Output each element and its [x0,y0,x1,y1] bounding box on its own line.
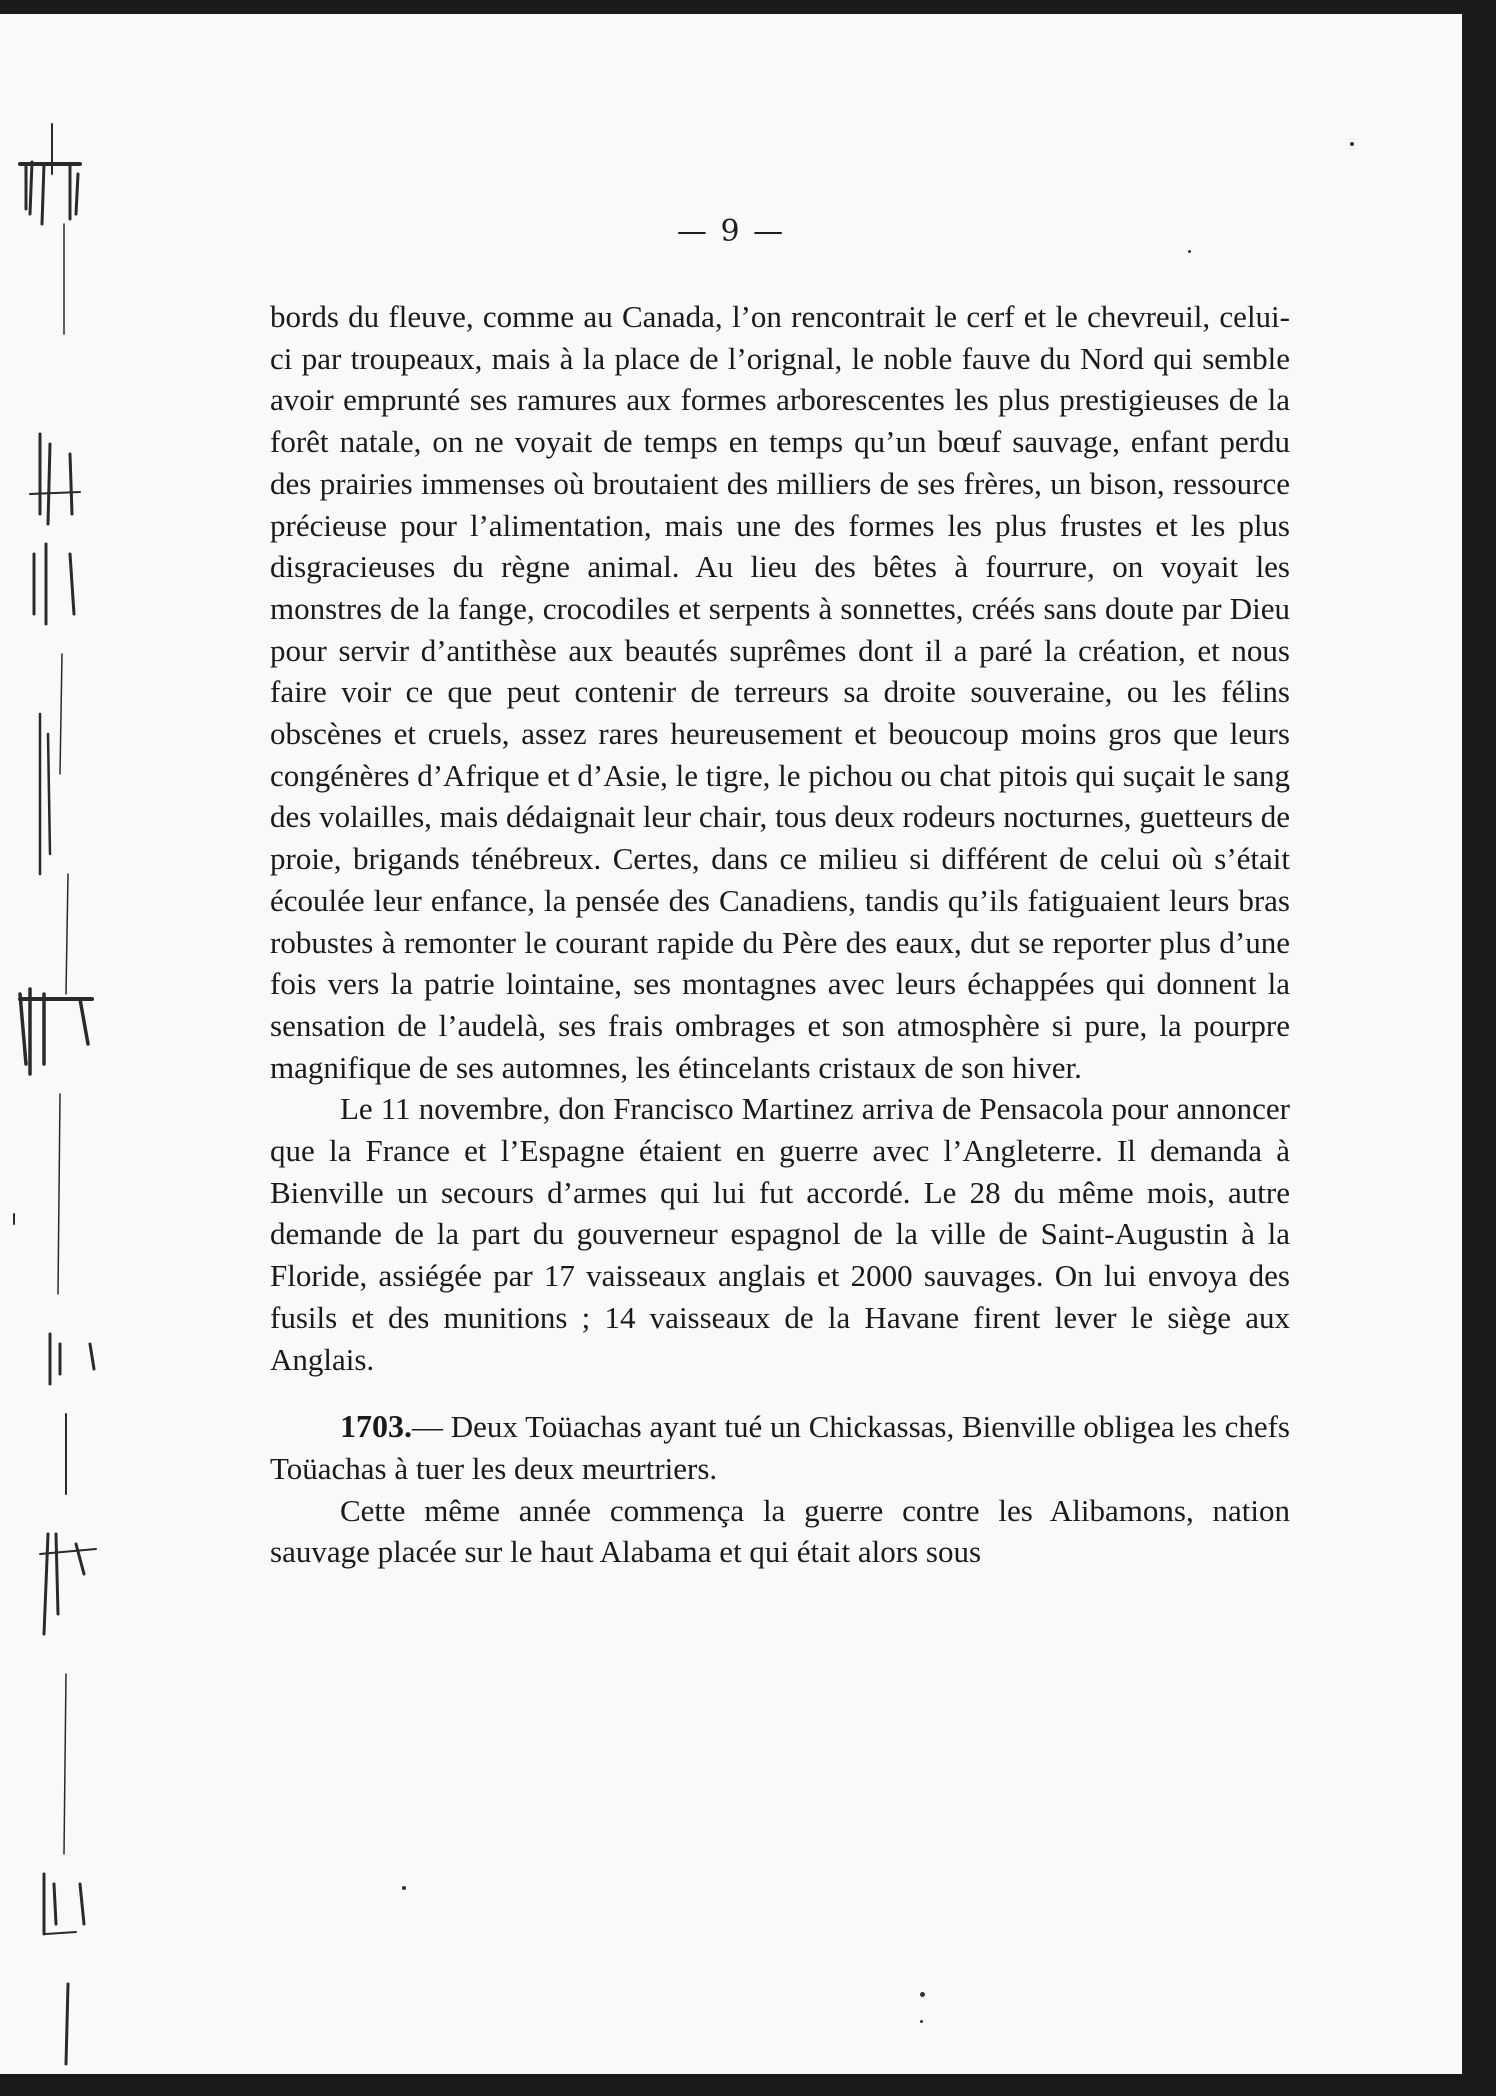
page-number: — 9 — [676,214,786,249]
paragraph: Le 11 novembre, don Francisco Martinez arriva de Pensacola pour annoncer que la France et l’Espagne étaient en guerre avec l’Angleterre. Il demanda à Bienville un secours d’armes qui lui fut accordé. Le 28 du même mois, autre demande de la part du gouverneur espagnol de la ville de Saint-Augustin à la Floride, assiégée par 17 vaisseaux anglais et 2000 sauvages. On lui envoya des fusils et des munitions ; 14 vaisseaux de la Havane firent lever le siège aux Anglais. [270,1091,1290,1377]
year-heading: 1703. [340,1408,412,1445]
dated-entry [270,1406,1290,1489]
paper-speck [920,1992,925,1997]
paper-speck [1188,250,1191,253]
entry-text: — Deux Toüachas ayant tué un Chickassas, Bienville obligea les chefs Toüachas à tuer les deux meurtriers. [270,1409,1290,1486]
paper-speck [402,1886,406,1890]
paragraph: Cette même année commença la guerre contre les Alibamons, nation sauvage placée sur le haut Alabama et qui était alors sous [270,1492,1290,1570]
paper-speck [920,2020,923,2023]
paper-speck [1350,142,1354,146]
body-text [270,296,1290,1573]
book-page [0,14,1462,2074]
paragraph: bords du fleuve, comme au Canada, l’on rencontrait le cerf et le chevreuil, celui-ci par troupeaux, mais à la place de l’orignal, le noble fauve du Nord qui semble avoir emprunté ses ramures aux formes arborescentes les plus prestigieuses de la forêt natale, on ne voyait de temps en temps qu’un bœuf sauvage, enfant perdu des prairies immenses où broutaient des milliers de ses frères, un bison, ressource précieuse pour l’alimentation, mais une des formes les plus frustes et les plus disgracieuses du règne animal. Au lieu des bêtes à fourrure, on voyait les monstres de la fange, crocodiles et serpents à sonnettes, créés sans doute par Dieu pour servir d’antithèse aux beautés suprêmes dont il a paré la création, et nous faire voir ce que peut contenir de terreurs sa droite souveraine, ou les félins obscènes et cruels, assez rares heureusement et beoucoup moins gros que leurs congénères d’Afrique et d’Asie, le tigre, le pichou ou chat pitois qui suçait le sang des volailles, mais dédaignait leur chair, tous deux rodeurs nocturnes, guetteurs de proie, brigands ténébreux. Certes, dans ce milieu si différent de celui où s’était écoulée leur enfance, la pensée des Canadiens, tandis qu’ils fatiguaient leurs bras robustes à remonter le courant rapide du Père des eaux, dut se reporter plus d’une fois vers la patrie lointaine, ses montagnes avec leurs échappées qui donnent la sensation de l’audelà, ses frais ombrages et son atmosphère si pure, la pourpre magnifique de ses automnes, les étincelants cristaux de son hiver. [270,299,1290,1085]
binding-edge [0,14,100,2074]
